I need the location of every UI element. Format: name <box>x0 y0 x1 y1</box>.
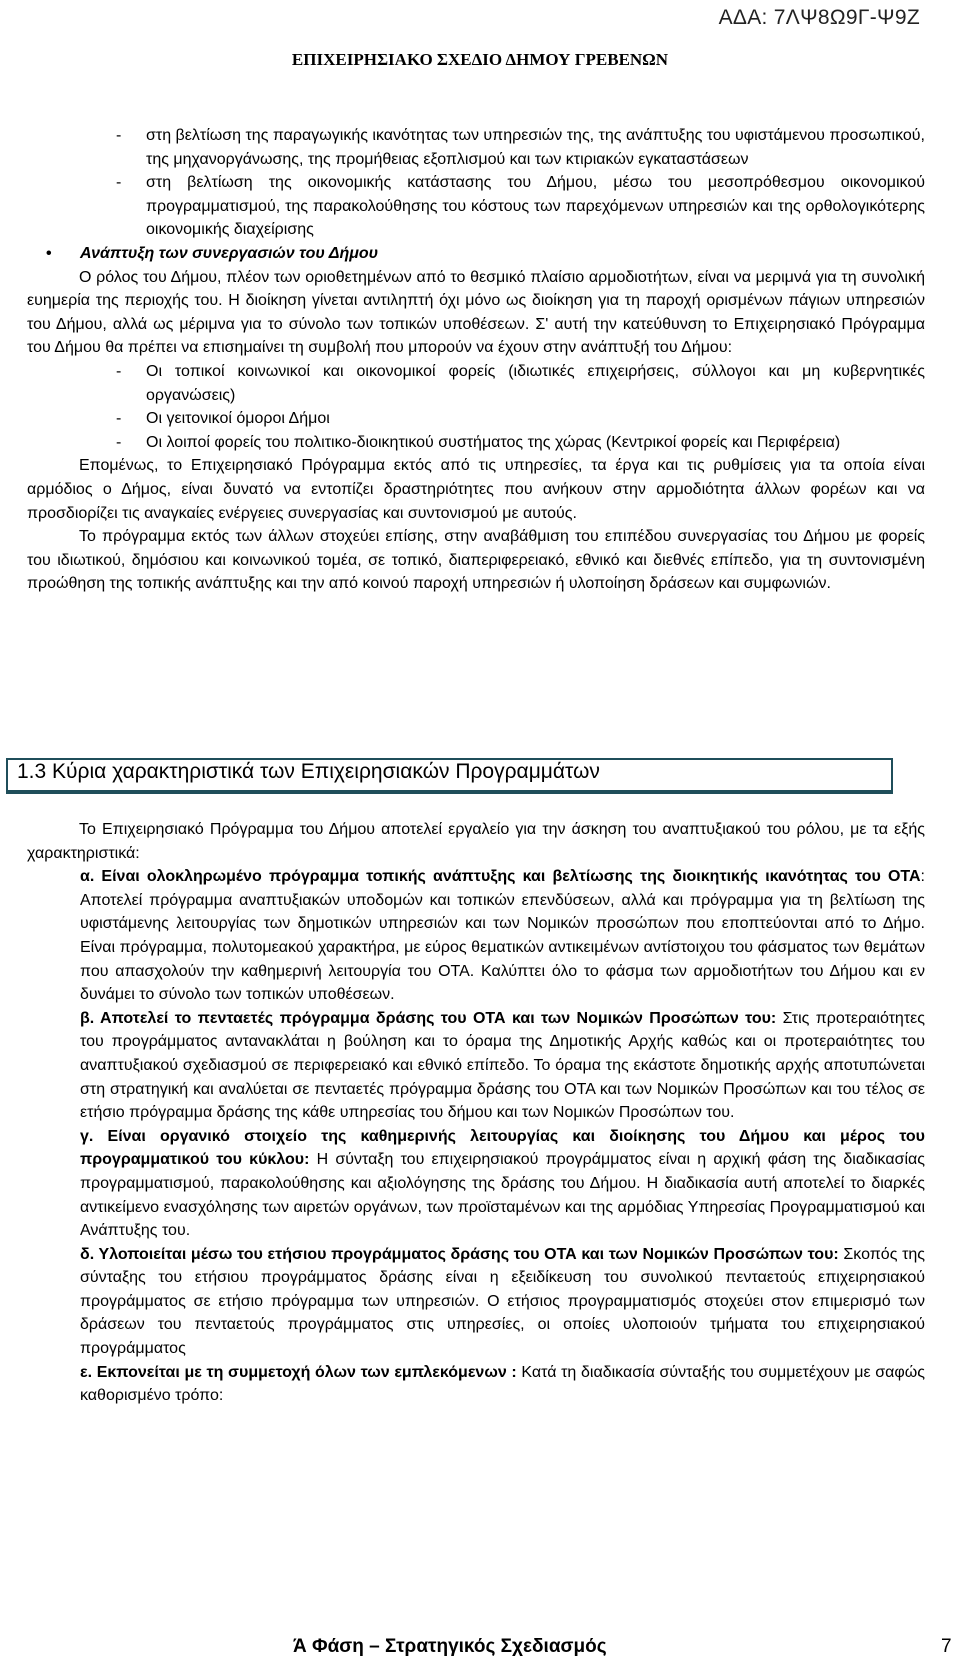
ada-code: ΑΔΑ: 7ΛΨ8Ω9Γ-Ψ9Ζ <box>718 6 920 29</box>
list-item <box>27 407 925 431</box>
characteristic-text: Σκοπός της σύνταξης του ετήσιου προγράμματος δράσης είναι η εξειδίκευση του συνολικού πενταετούς επιχειρησιακού προγράμματος σε ετήσιο πρόγραμμα των υπηρεσιών. Ο ετήσιος προγραμματισμός στοχεύει στον επιμερισμό των δράσεων του πενταετούς προγράμματος στις υπηρεσίες, οι οποίες υλοποιούν τμήματα του επιχειρησιακού προγράμματος <box>80 1245 925 1358</box>
characteristic-title: γ. Είναι οργανικό στοιχείο της καθημερινής λειτουργίας και διοίκησης του Δήμου και μέρος του προγραμματικού του κύκλου: <box>80 1127 925 1169</box>
page-footer <box>0 1636 960 1660</box>
bullet-icon: • <box>46 244 52 262</box>
dash-marker: - <box>116 362 122 380</box>
dash-marker: - <box>116 127 122 144</box>
characteristic-item <box>27 1007 925 1125</box>
paragraph: Το πρόγραμμα εκτός των άλλων στοχεύει επίσης, στην αναβάθμιση του επιπέδου συνεργασίας του Δήμου με φορείς του ιδιωτικού, δημόσιου και κοινωνικού τομέα, σε τοπικό, διαπεριφερειακό, εθνικό και διεθνές επίπεδο, για τη συντονισμένη προώθηση της τοπικής ανάπτυξης και την από κοινού παροχή υπηρεσιών ή υλοποίηση δράσεων και συμφωνιών. <box>27 528 925 593</box>
page-number: 7 <box>941 1636 952 1657</box>
list-item <box>27 431 925 455</box>
list-item-text: Οι λοιποί φορείς του πολιτικο-διοικητικού συστήματος της χώρας (Κεντρικοί φορείς και Περιφέρεια) <box>146 433 841 451</box>
bullet-heading <box>27 242 925 266</box>
characteristic-text: Κατά τη διαδικασία σύνταξής του συμμετέχουν με σαφώς καθορισμένο τρόπο: <box>80 1363 925 1405</box>
characteristic-item <box>27 1125 925 1243</box>
characteristic-title: δ. Υλοποιείται μέσω του ετήσιου προγράμματος δράσης του ΟΤΑ και των Νομικών Προσώπων του: <box>80 1245 839 1263</box>
characteristic-text: Η σύνταξη του επιχειρησιακού προγράμματος είναι η αρχική φάση της διαδικασίας προγραμματισμού, παρακολούθησης και αξιολόγησης της δράσης του Δήμου. Η διαδικασία αυτή αποτελεί το διαρκές αντικείμενο ενασχόλησης των αιρετών οργάνων, των προϊσταμένων και της αρμόδιας Υπηρεσίας Προγραμματισμού και Ανάπτυξης του. <box>80 1151 925 1240</box>
characteristic-title: ε. Εκπονείται με τη συμμετοχή όλων των εμπλεκόμενων : <box>80 1363 517 1381</box>
dash-marker: - <box>116 174 122 192</box>
footer-phase-label: Ά Φάση – Στρατηγικός Σχεδιασμός <box>293 1636 607 1657</box>
dash-marker: - <box>116 410 122 428</box>
list-item-text: στη βελτίωση της παραγωγικής ικανότητας των υπηρεσιών της, της ανάπτυξης του υφιστάμενου προσωπικού, της μηχανοργάνωσης, της προμήθειας εξοπλισμού και των κτιριακών εγκαταστάσεων <box>146 127 925 168</box>
list-item-text: Οι τοπικοί κοινωνικοί και οικονομικοί φορείς (ιδιωτικές επιχειρήσεις, σύλλογοι και μη κυβερνητικές οργανώσεις) <box>146 362 925 404</box>
paragraph: Ο ρόλος του Δήμου, πλέον των οριοθετημένων από το θεσμικό πλαίσιο αρμοδιοτήτων, είναι να μεριμνά για τη συνολική ευημερία της περιοχής του. Η διοίκηση γίνεται αντιληπτή όχι μόνο ως διοίκηση για τη παροχή ορισμένων πάγιων υπηρεσιών του Δήμου, αλλά ως μέριμνα για το σύνολο των τοπικών υποθέσεων. Σ' αυτή την κατεύθυνση το Επιχειρησιακό Πρόγραμμα του Δήμου θα πρέπει να επισημαίνει τη συμβολή που μπορούν να έχουν στην ανάπτυξή του Δήμου: <box>27 268 925 357</box>
list-item-text: στη βελτίωση της οικονομικής κατάστασης του Δήμου, μέσω του μεσοπρόθεσμου οικονομικού προγραμματισμού, της παρακολούθησης του κόστους των παρεχόμενων υπηρεσιών και της ορθολογικότερης οικονομικής διαχείρισης <box>146 174 925 239</box>
characteristic-item <box>27 865 925 1007</box>
list-item <box>27 360 925 407</box>
document-header-title: ΕΠΙΧΕΙΡΗΣΙΑΚΟ ΣΧΕΔΙΟ ΔΗΜΟΥ ΓΡΕΒΕΝΩΝ <box>291 50 669 69</box>
section-heading: 1.3 Κύρια χαρακτηριστικά των Επιχειρησιακών Προγραμμάτων <box>17 760 600 783</box>
list-item-text: Οι γειτονικοί όμοροι Δήμοι <box>146 410 330 428</box>
characteristic-item <box>27 1243 925 1361</box>
list-item <box>27 171 925 242</box>
dash-marker: - <box>116 433 122 451</box>
body-section-2 <box>27 818 925 1408</box>
characteristic-title: β. Αποτελεί το πενταετές πρόγραμμα δράσης του ΟΤΑ και των Νομικών Προσώπων του: <box>80 1009 777 1027</box>
paragraph: Το Επιχειρησιακό Πρόγραμμα του Δήμου αποτελεί εργαλείο για την άσκηση του αναπτυξιακού του ρόλου, με τα εξής χαρακτηριστικά: <box>27 821 925 862</box>
paragraph: Επομένως, το Επιχειρησιακό Πρόγραμμα εκτός από τις υπηρεσίες, τα έργα και τις ρυθμίσεις για τα οποία είναι αρμόδιος ο Δήμος, είναι δυνατό να εντοπίζει δραστηριότητες που ανήκουν στην αρμοδιότητα άλλων φορέων και να προσδιορίζει τις αναγκαίες ενέργειες συνεργασίας και συντονισμού με αυτούς. <box>27 457 925 522</box>
body-section-1 <box>27 124 925 596</box>
bullet-heading-text: Ανάπτυξη των συνεργασιών του Δήμου <box>80 244 379 262</box>
characteristic-text: Στις προτεραιότητες του προγράμματος αντανακλάται η βούληση και το όραμα της Δημοτικής Αρχής καθώς και οι προτεραιότητες του αναπτυξιακού σχεδιασμού σε περιφερειακό και εθνικό επίπεδο. Το όραμα της εκάστοτε δημοτικής αρχής αποτυπώνεται στη στρατηγική και αναλύεται σε πενταετές πρόγραμμα δράσης του ΟΤΑ και των Νομικών Προσώπων και του τέλος σε ετήσιο πρόγραμμα δράσης της κάθε υπηρεσίας του δήμου και των Νομικών Προσώπων του. <box>80 1009 925 1122</box>
characteristic-text: : Αποτελεί πρόγραμμα αναπτυξιακών υποδομών και τοπικών επενδύσεων, αλλά και πρόγραμμα για τη βελτίωση της υφιστάμενης λειτουργίας των δημοτικών υπηρεσιών και των Νομικών προσώπων που εποπτεύονται από το Δήμο. Είναι πρόγραμμα, πολυτομεακού χαρακτήρα, με εύρος θεματικών αντικειμένων αντίστοιχου του φάσματος των θεμάτων που απασχολούν την καθημερινή λειτουργία του ΟΤΑ. Καλύπτει όλο το φάσμα των αρμοδιοτήτων του Δήμου και εν δυνάμει το σύνολο των τοπικών υποθέσεων. <box>80 868 925 1004</box>
list-item <box>27 124 925 171</box>
characteristic-title: α. Είναι ολοκληρωμένο πρόγραμμα τοπικής ανάπτυξης και βελτίωσης της διοικητικής ικανότητας του ΟΤΑ <box>80 868 921 886</box>
characteristic-item <box>27 1361 925 1408</box>
